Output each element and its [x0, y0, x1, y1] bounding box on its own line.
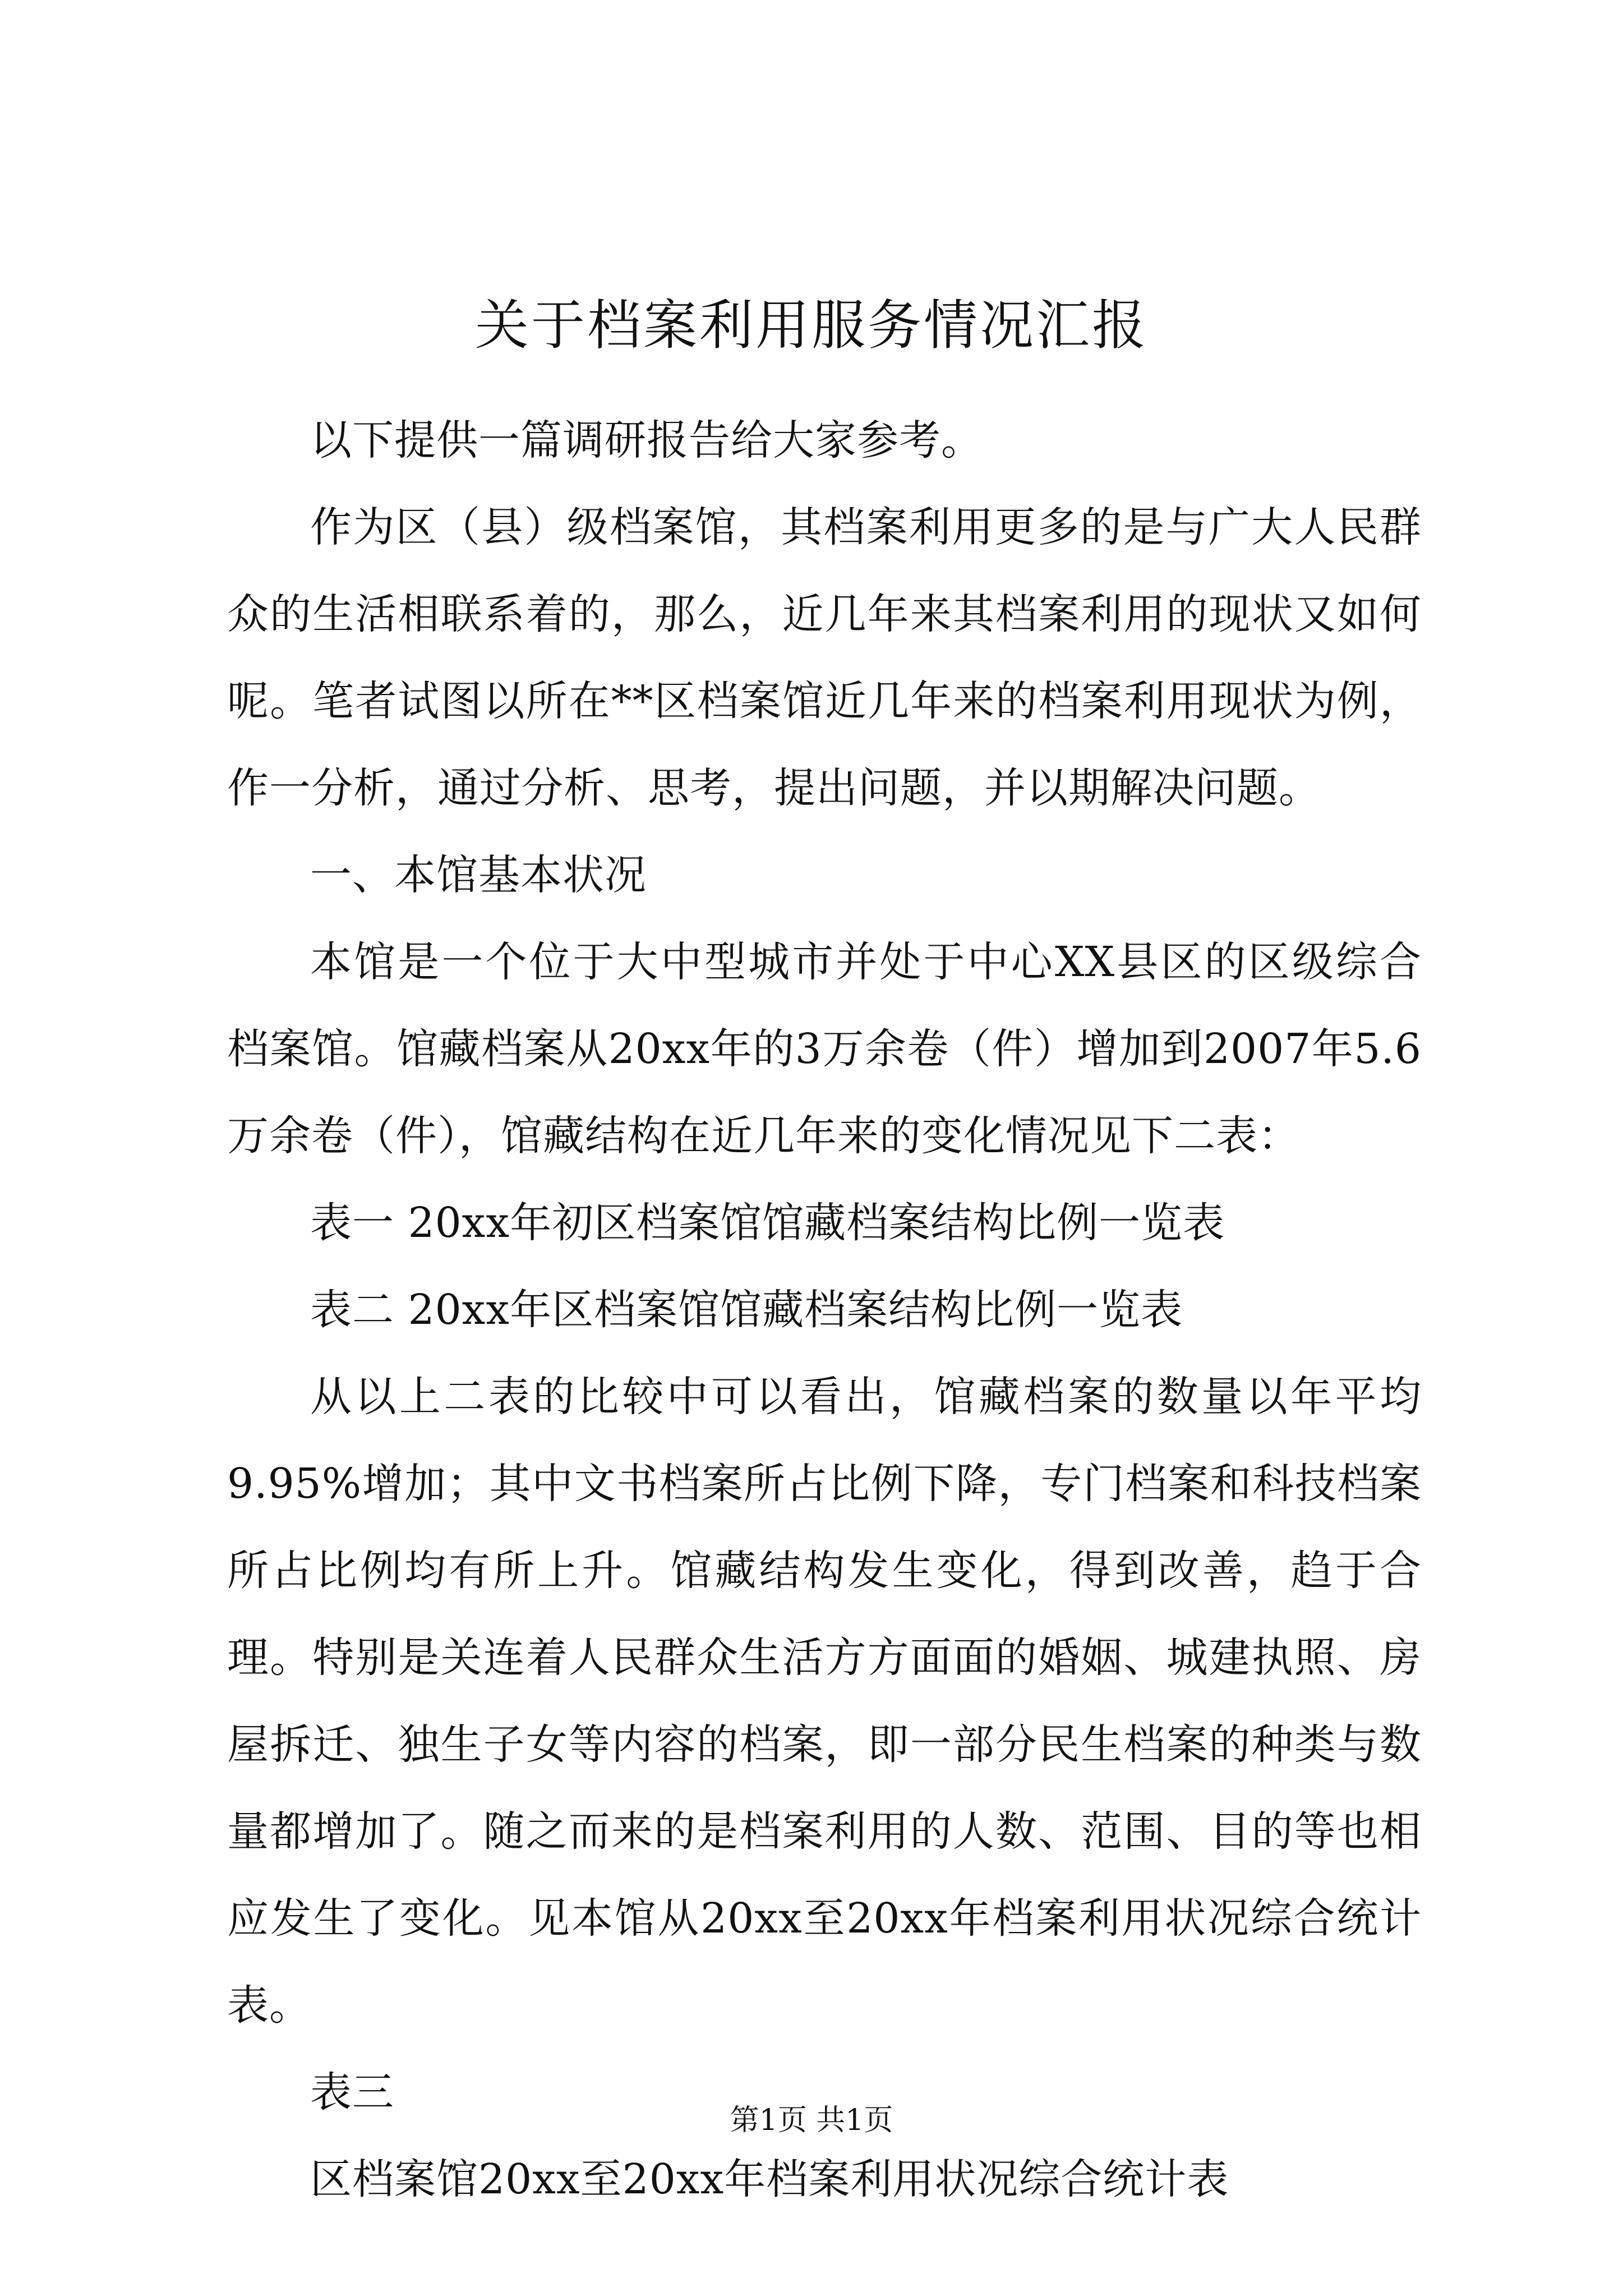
page-footer: 第1页 共1页 — [730, 2104, 893, 2137]
table-caption-3-title: 区档案馆20xx至20xx年档案利用状况综合统计表 — [310, 2155, 1229, 2203]
paragraph-archive-description: 本馆是一个位于大中型城市并处于中心XX县区的区级综合档案馆。馆藏档案从20xx年的3万余卷（件）增加到2007年5.6万余卷（件），馆藏结构在近几年来的变化情况见下二表： — [227, 938, 1422, 1160]
table-caption-3-label: 表三 — [310, 2068, 394, 2116]
table-caption-2: 表二 20xx年区档案馆馆藏档案结构比例一览表 — [310, 1286, 1183, 1334]
document-body — [227, 397, 1422, 2223]
document-title: 关于档案利用服务情况汇报 — [475, 294, 1148, 357]
paragraph-intro: 以下提供一篇调研报告给大家参考。 — [310, 416, 983, 464]
section-heading-basic-status: 一、本馆基本状况 — [310, 851, 647, 899]
table-caption-1: 表一 20xx年初区档案馆馆藏档案结构比例一览表 — [310, 1199, 1225, 1247]
paragraph-background: 作为区（县）级档案馆，其档案利用更多的是与广大人民群众的生活相联系着的，那么，近几年来其档案利用的现状又如何呢。笔者试图以所在**区档案馆近几年来的档案利用现状为例，作一分析，通过分析、思考，提出问题，并以期解决问题。 — [227, 503, 1422, 812]
paragraph-comparison: 从以上二表的比较中可以看出，馆藏档案的数量以年平均9.95%增加；其中文书档案所占比例下降，专门档案和科技档案所占比例均有所上升。馆藏结构发生变化，得到改善，趋于合理。特别是关连着人民群众生活方方面面的婚姻、城建执照、房屋拆迁、独生子女等内容的档案，即一部分民生档案的种类与数量都增加了。随之而来的是档案利用的人数、范围、目的等也相应发生了变化。见本馆从20xx至20xx年档案利用状况综合统计表。 — [227, 1373, 1422, 2030]
